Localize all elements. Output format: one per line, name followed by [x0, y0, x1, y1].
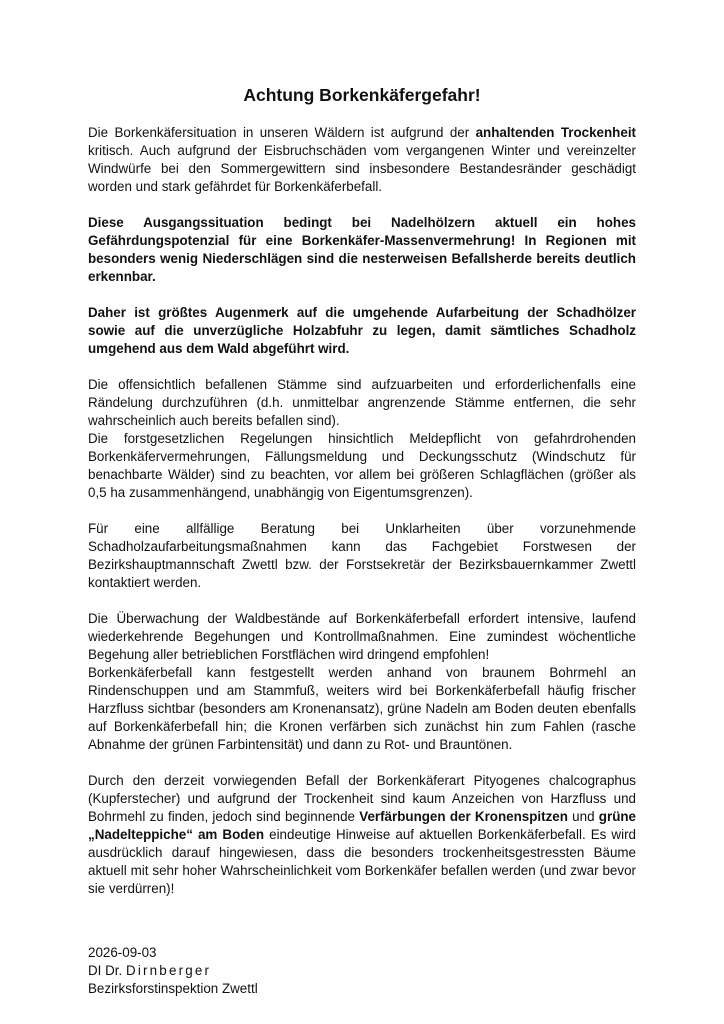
signature-title: DI Dr.	[88, 963, 126, 978]
paragraph-risk: Diese Ausgangssituation bedingt bei Nadelhölzern aktuell ein hohes Gefährdungspotenzial für eine Borkenkäfer-Massenvermehrung! In Regionen mit besonders wenig Niederschlägen sind die nesterweisen Befallsherde bereits deutlich erkennbar.	[88, 215, 636, 284]
paragraph-current-text-3: eindeutige Hinweise auf aktuellen Borkenkäferbefall. Es wird ausdrücklich darauf hingewiesen, dass die besonders trockenheitsgestressten Bäume aktuell mit sehr hoher Wahrscheinlichkeit vom Borkenkäfer befallen werden (und zwar bevor sie verdürren)!	[88, 827, 636, 896]
paragraph-current-text-1: Durch den derzeit vorwiegenden Befall der Borkenkäferart Pityogenes chalcographus (Kupferstecher) und aufgrund der Trockenheit sind kaum Anzeichen von Harzfluss und Bohrmehl zu finden, jedoch sind beginnende	[88, 773, 636, 824]
paragraph-processing: Die offensichtlich befallenen Stämme sind aufzuarbeiten und erforderlichenfalls eine Rändelung durchzuführen (d.h. unmittelbar angrenzende Stämme entfernen, die sehr wahrscheinlich auch bereits befallen sind).	[88, 377, 636, 428]
paragraph-situation-emphasis: anhaltenden Trockenheit	[475, 125, 636, 140]
paragraph-monitoring: Die Überwachung der Waldbestände auf Borkenkäferbefall erfordert intensive, laufend wiederkehrende Begehungen und Kontrollmaßnahmen. Eine zumindest wöchentliche Begehung aller betrieblichen Forstflächen wird dringend empfohlen!	[88, 611, 636, 662]
paragraph-detection: Borkenkäferbefall kann festgestellt werden anhand von braunem Bohrmehl an Rindenschuppen und am Stammfuß, weiters wird bei Borkenkäferbefall häufig frischer Harzfluss sichtbar (besonders am Kronenansatz), grüne Nadeln am Boden deuten ebenfalls auf Borkenkäferbefall hin; die Kronen verfärben sich zunächst hin zum Fahlen (rasche Abnahme der grünen Farbintensität) und dann zu Rot- und Brauntönen.	[88, 665, 636, 752]
paragraph-regulations: Die forstgesetzlichen Regelungen hinsichtlich Meldepflicht von gefahrdrohenden Borkenkäfervermehrungen, Fällungsmeldung und Deckungsschutz (Windschutz für benachbarte Wälder) sind zu beachten, vor allem bei größeren Schlagflächen (größer als 0,5 ha zusammenhängend, unabhängig von Eigentumsgrenzen).	[88, 431, 636, 500]
signature-name: Dirnberger	[125, 963, 212, 978]
paragraph-current-text-2: und	[567, 809, 599, 824]
paragraph-situation-text-2: kritisch. Auch aufgrund der Eisbruchschäden vom vergangenen Winter und vereinzelter Windwürfe bei den Sommergewittern sind insbesondere Bestandesränder geschädigt worden und stark gefährdet für Borkenkäferbefall.	[88, 143, 636, 194]
paragraph-priority: Daher ist größtes Augenmerk auf die umgehende Aufarbeitung der Schadhölzer sowie auf die unverzügliche Holzabfuhr zu legen, damit sämtliches Schadholz umgehend aus dem Wald abgeführt wird.	[88, 305, 636, 356]
paragraph-current-infestation	[88, 772, 636, 898]
signature-name-line	[88, 962, 636, 980]
signature-office: Bezirksforstinspektion Zwettl	[88, 981, 258, 996]
document-title: Achtung Borkenkäfergefahr!	[243, 85, 481, 105]
paragraph-current-emphasis-1: Verfärbungen der Kronenspitzen	[359, 809, 568, 824]
paragraph-situation-text-1: Die Borkenkäfersituation in unseren Wäldern ist aufgrund der	[88, 125, 476, 140]
paragraph-current-emphasis-2: grüne „Nadelteppiche“ am Boden	[88, 809, 636, 842]
signature-date: 2026-09-03	[88, 945, 157, 960]
paragraph-situation	[88, 124, 636, 196]
signature-block	[88, 944, 636, 998]
paragraph-consulting: Für eine allfällige Beratung bei Unklarheiten über vorzunehmende Schadholzaufarbeitungsmaßnahmen kann das Fachgebiet Forstwesen der Bezirkshauptmannschaft Zwettl bzw. der Forstsekretär der Bezirksbauernkammer Zwettl kontaktiert werden.	[88, 521, 636, 590]
